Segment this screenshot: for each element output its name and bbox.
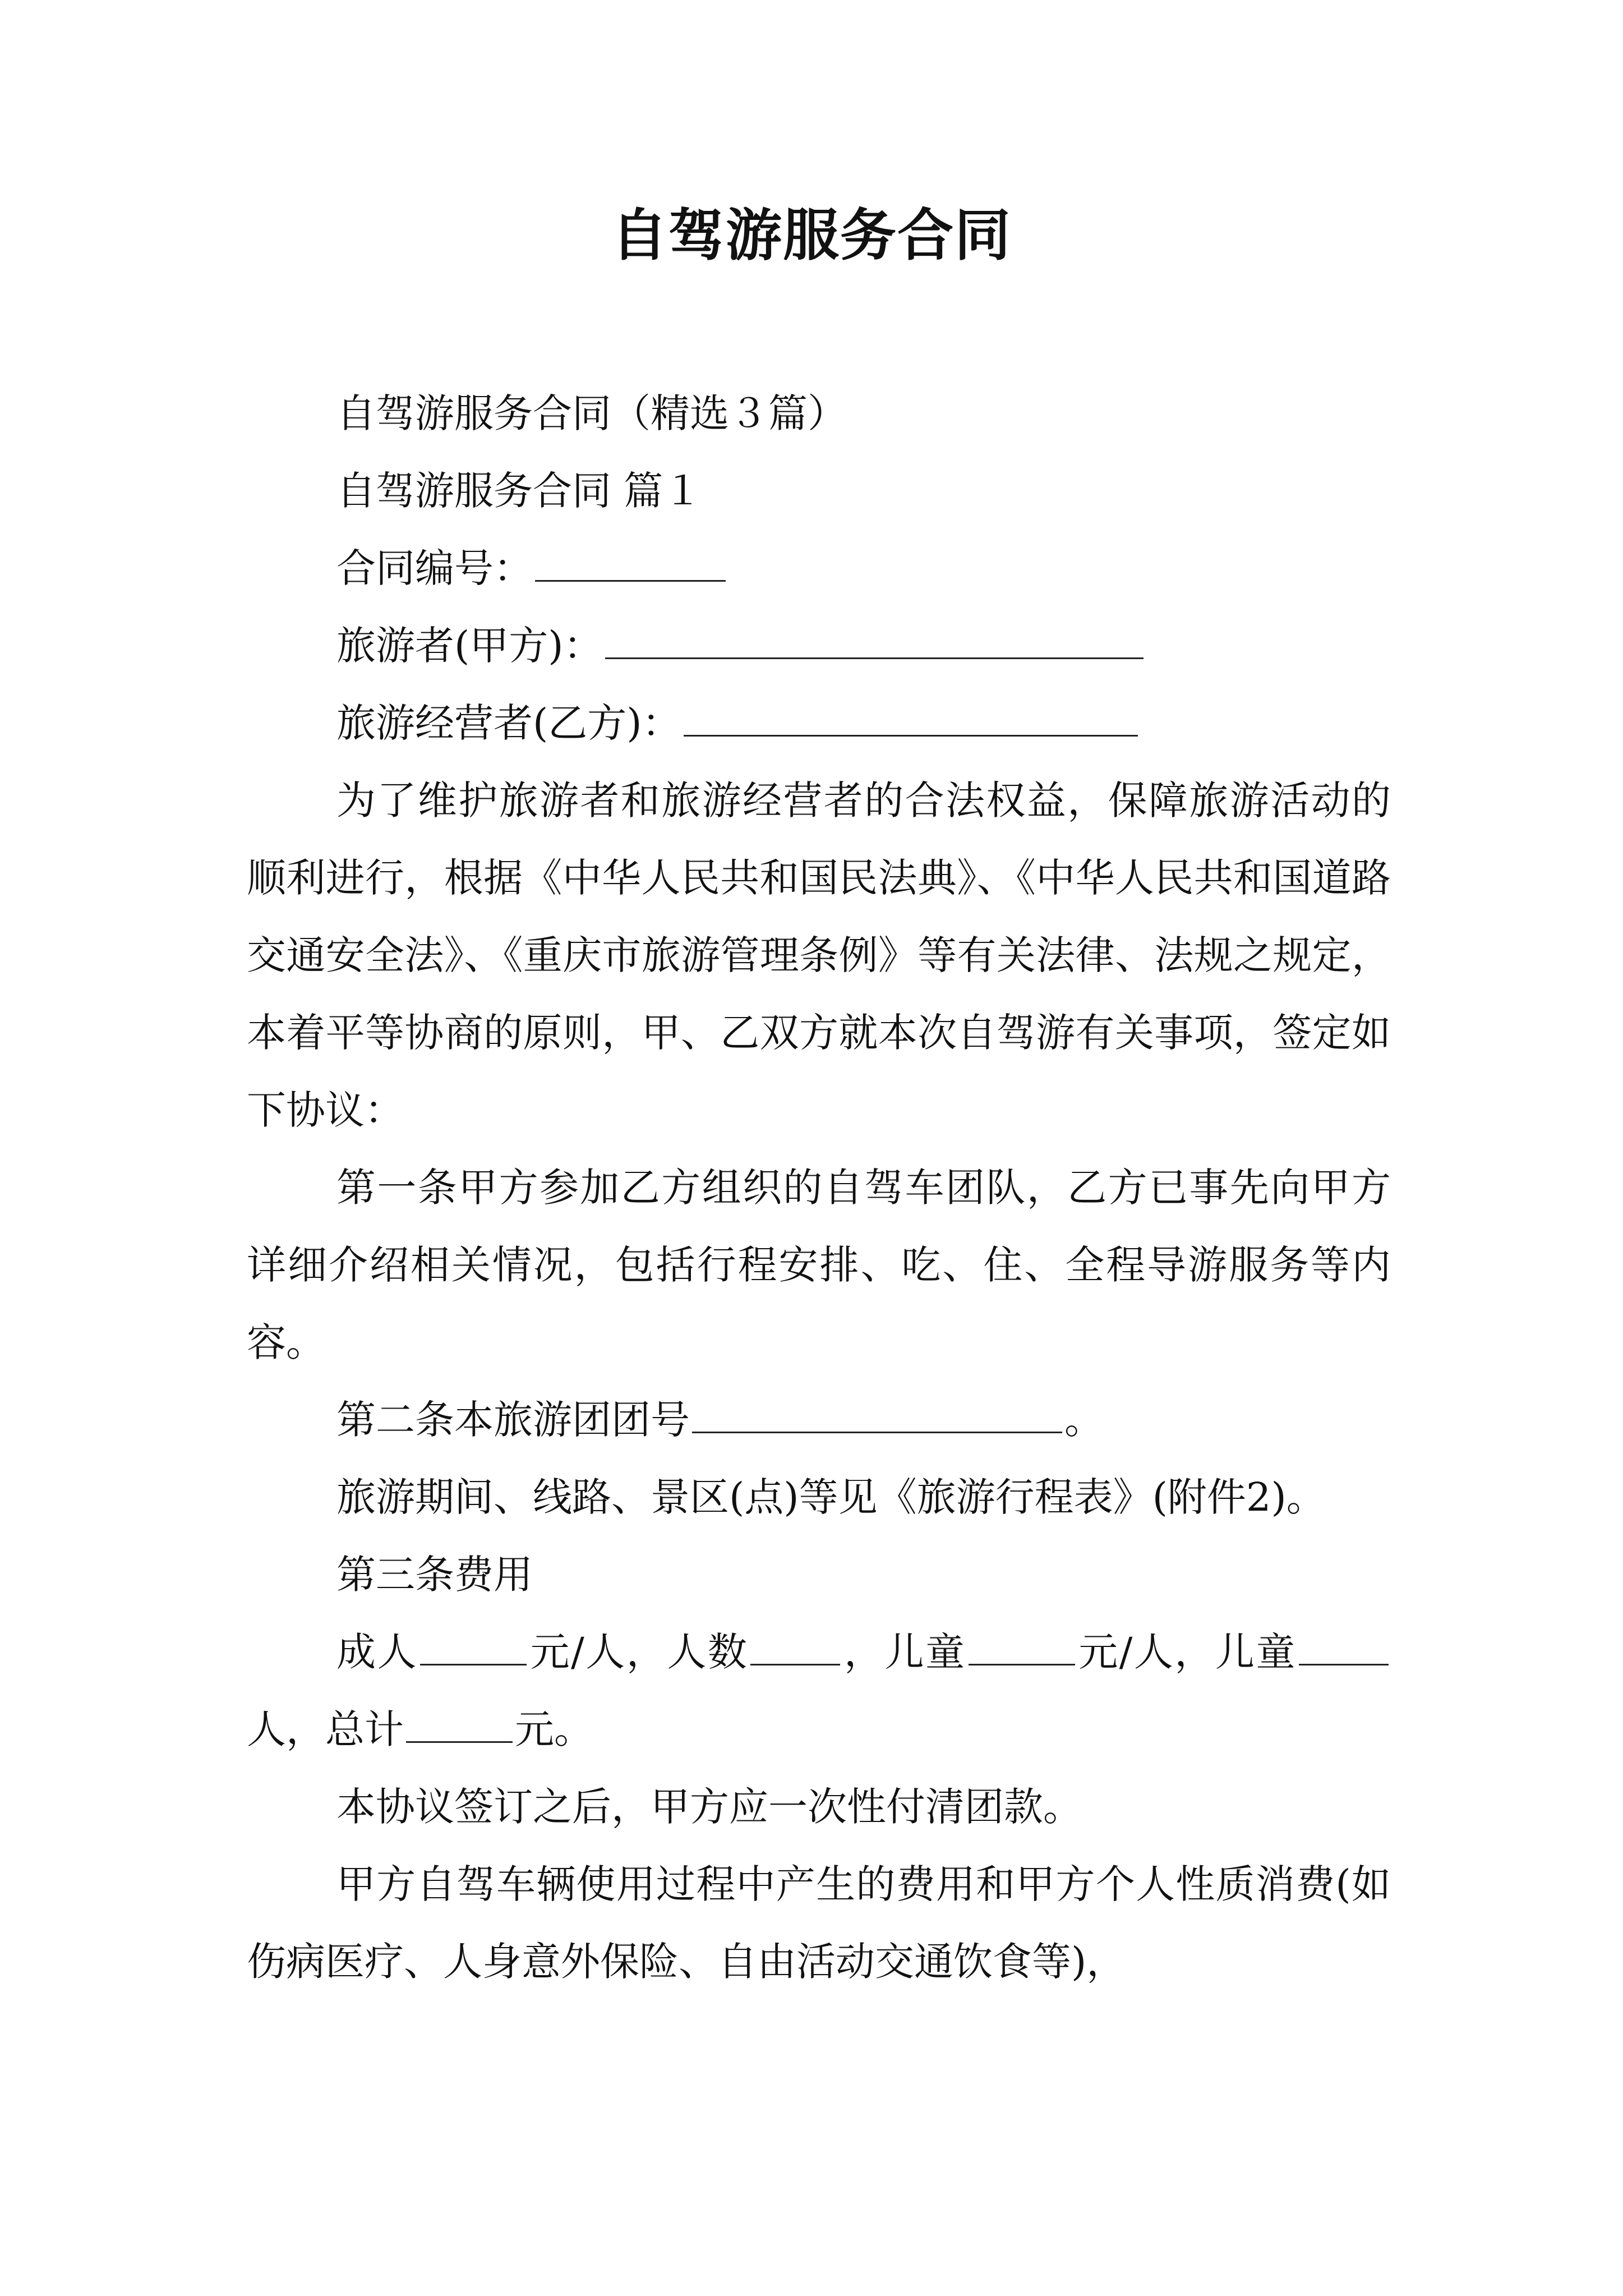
fee-paragraph xyxy=(247,1613,1391,1768)
fee-adult-label: 成人 xyxy=(336,1629,418,1675)
expenses-paragraph: 甲方自驾车辆使用过程中产生的费用和甲方个人性质消费(如伤病医疗、人身意外保险、自由活动交通饮食等)， xyxy=(247,1861,1391,1985)
total-label: 人，总计 xyxy=(247,1706,404,1752)
child-price-blank xyxy=(969,1634,1075,1665)
party-a-line xyxy=(247,607,1391,684)
contract-number-blank xyxy=(535,550,726,582)
headcount-label: 人数 xyxy=(667,1629,749,1675)
section-heading: 自驾游服务合同 篇１ xyxy=(336,468,703,514)
fee-per-person-label-2: 元/人， xyxy=(1077,1629,1215,1675)
document-subtitle: 自驾游服务合同（精选３篇） xyxy=(336,390,847,436)
article-2-line xyxy=(247,1381,1391,1458)
party-b-blank xyxy=(684,705,1138,737)
article-2-end: 。 xyxy=(1064,1397,1104,1443)
contract-number-line xyxy=(247,530,1391,607)
fee-per-person-label: 元/人， xyxy=(529,1629,667,1675)
payment-paragraph: 本协议签订之后，甲方应一次性付清团款。 xyxy=(336,1784,1082,1830)
preamble-paragraph: 为了维护旅游者和旅游经营者的合法权益，保障旅游活动的顺利进行，根据《中华人民共和国民法典》、《中华人民共和国道路交通安全法》、《重庆市旅游管理条例》等有关法律、法规之规定，本着平等协商的原则，甲、乙双方就本次自驾游有关事项，签定如下协议： xyxy=(247,777,1391,1133)
itinerary-paragraph: 旅游期间、线路、景区(点)等见《旅游行程表》(附件2)。 xyxy=(336,1474,1326,1520)
contract-number-label: 合同编号： xyxy=(336,545,533,591)
document-title: 自驾游服务合同 xyxy=(611,203,1012,268)
article-1-paragraph: 第一条甲方参加乙方组织的自驾车团队，乙方已事先向甲方详细介绍相关情况，包括行程安排、吃、住、全程导游服务等内容。 xyxy=(247,1165,1391,1365)
party-a-label: 旅游者(甲方)： xyxy=(336,623,603,669)
yuan-label: 元。 xyxy=(515,1706,593,1752)
group-number-blank xyxy=(692,1401,1062,1433)
total-blank xyxy=(406,1711,513,1743)
article-2-label: 第二条本旅游团团号 xyxy=(336,1397,690,1443)
child-count-blank xyxy=(1299,1634,1389,1665)
child-label: 儿童 xyxy=(1215,1629,1297,1675)
article-3-heading: 第三条费用 xyxy=(336,1552,533,1598)
headcount-blank xyxy=(750,1634,840,1665)
child-separator: ，儿童 xyxy=(842,1629,966,1675)
party-a-blank xyxy=(605,627,1144,659)
party-b-line xyxy=(247,684,1391,762)
adult-price-blank xyxy=(420,1634,527,1665)
party-b-label: 旅游经营者(乙方)： xyxy=(336,700,681,746)
document-body xyxy=(247,375,1391,2000)
